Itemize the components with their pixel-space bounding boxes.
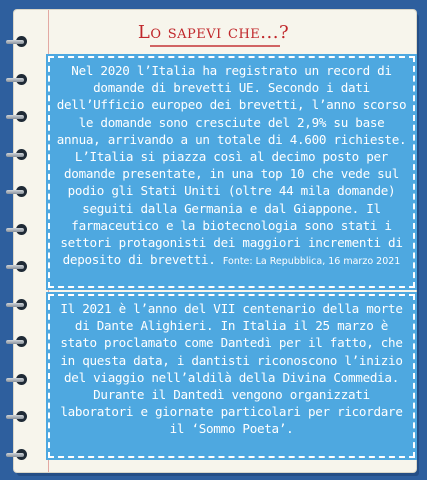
binding-ring <box>6 334 28 349</box>
binding-ring <box>6 297 28 312</box>
page-title: Lo sapevi che...? <box>137 22 290 43</box>
info-box-dante <box>48 294 415 458</box>
patents-text: Nel 2020 l’Italia ha registrato un record di domande di brevetti UE. Secondo i dati dell’Ufficio europeo dei brevetti, l’anno scorso le domande sono cresciute del 2,9% su base annua, arrivando a un totale di 4.600 richieste. L’Italia si piazza così al decimo posto per domande presentate, in una top 10 che vede sul podio gli Stati Uniti (oltre 44 mila domande) seguiti dalla Germania e dal Giappone. Il farmaceutico e la biotecnologia sono stati i settori protagonisti dei maggiori incrementi di deposito di brevetti. <box>56 63 407 268</box>
spiral-binding <box>0 0 30 480</box>
title-underline <box>150 45 280 47</box>
binding-ring <box>6 147 28 162</box>
ring-wire <box>6 378 24 382</box>
binding-ring <box>6 409 28 424</box>
ring-wire <box>6 190 24 194</box>
info-text-dante: Il 2021 è l’anno del VII centenario della morte di Dante Alighieri. In Italia il 25 marzo è stato proclamato come Dantedì per il fatto, che in questa data, i dantisti riconoscono l’inizio del viaggio nell’aldilà della Divina Commedia. Durante il Dantedì vengono organizzati laboratori e giornate particolari per ricordare il ‘Sommo Poeta’. <box>60 301 403 437</box>
ring-wire <box>6 78 24 82</box>
ring-wire <box>6 340 24 344</box>
binding-ring <box>6 447 28 462</box>
source-citation: Fonte: La Repubblica, 16 marzo 2021 <box>222 256 401 268</box>
info-box-patents <box>48 56 415 288</box>
info-text-patents <box>50 58 413 270</box>
ring-wire <box>6 265 24 269</box>
ring-wire <box>6 415 24 419</box>
ring-wire <box>6 453 24 457</box>
binding-ring <box>6 184 28 199</box>
binding-ring <box>6 372 28 387</box>
binding-ring <box>6 259 28 274</box>
ring-wire <box>6 228 24 232</box>
ring-wire <box>6 115 24 119</box>
binding-ring <box>6 222 28 237</box>
binding-ring <box>6 72 28 87</box>
binding-ring <box>6 109 28 124</box>
ring-wire <box>6 303 24 307</box>
ring-wire <box>6 153 24 157</box>
